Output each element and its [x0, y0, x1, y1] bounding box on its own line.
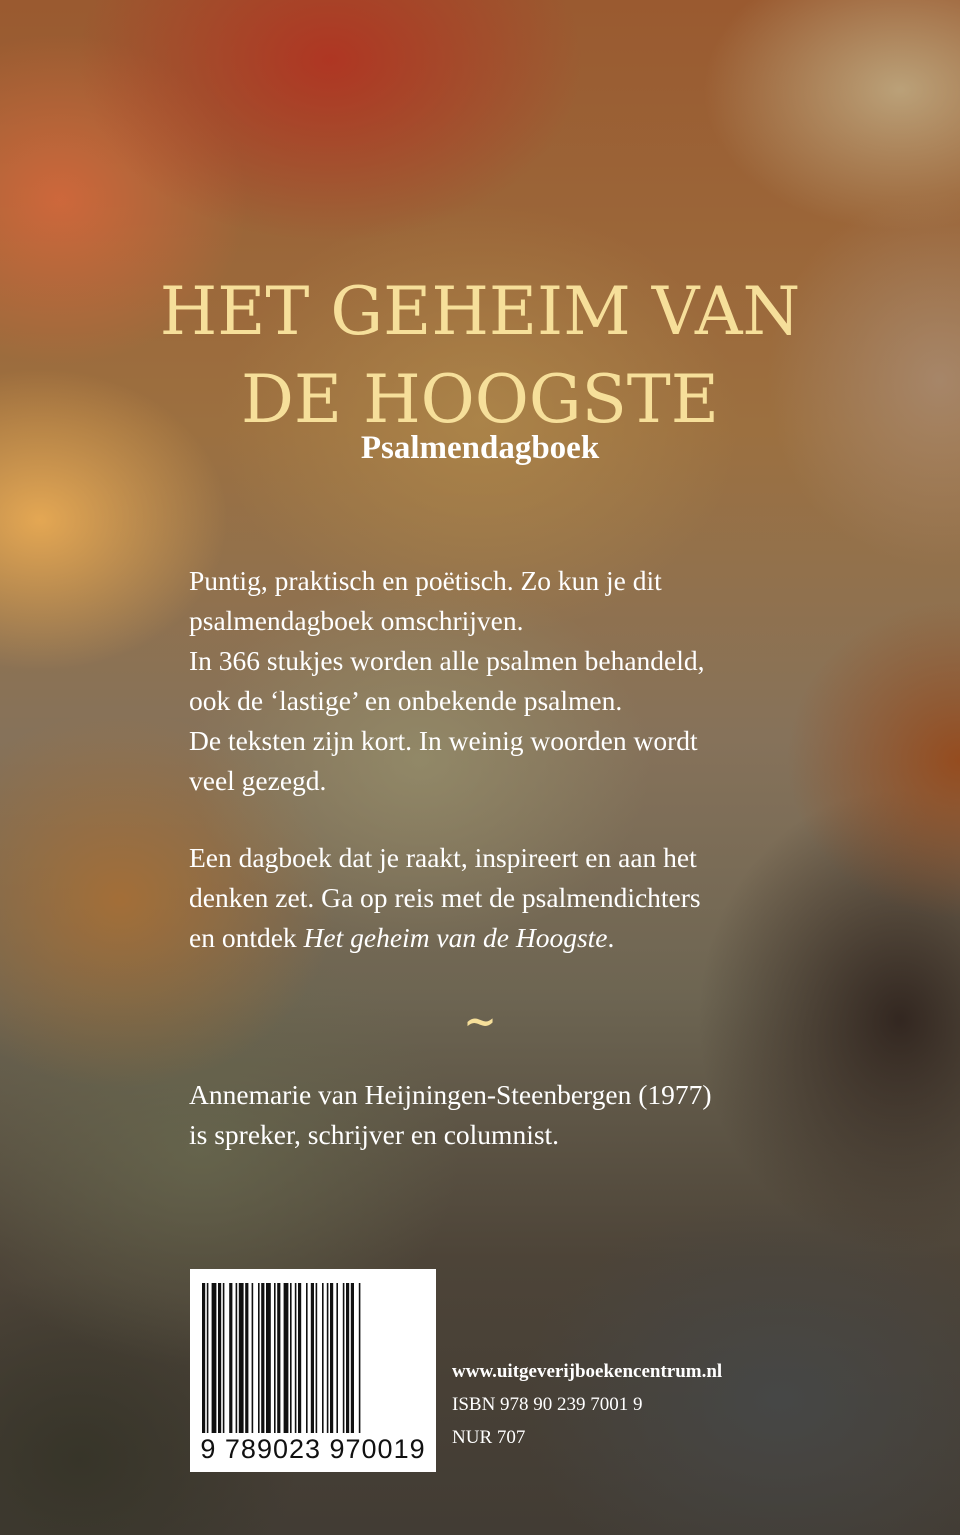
barcode-bar — [229, 1283, 232, 1433]
book-title-line-1: HET GEHEIM VAN — [159, 273, 801, 350]
blurb-line-suffix: . — [607, 922, 615, 953]
blurb-line-prefix: en ontdek — [189, 922, 304, 953]
barcode-bar — [239, 1283, 244, 1433]
barcode-bar — [245, 1283, 248, 1433]
blurb-paragraph-1 — [189, 561, 789, 801]
blurb-paragraph-2 — [189, 838, 789, 958]
barcode-bar — [346, 1283, 349, 1433]
blurb-line: veel gezegd. — [189, 765, 327, 796]
barcode-bar — [351, 1283, 354, 1433]
tilde-separator: ~ — [463, 998, 497, 1045]
barcode-bar — [207, 1283, 209, 1433]
barcode-bar — [295, 1283, 297, 1433]
barcode-bar — [277, 1283, 280, 1433]
barcode-bar — [327, 1283, 329, 1433]
blurb-line: ook de ‘lastige’ en onbekende psalmen. — [189, 685, 623, 716]
isbn-number: ISBN 978 90 239 7001 9 — [452, 1394, 643, 1415]
publisher-info — [452, 1355, 932, 1454]
barcode-bar — [274, 1283, 276, 1433]
nur-code: NUR 707 — [452, 1427, 526, 1448]
barcode-bar — [266, 1283, 271, 1433]
barcode-bar — [298, 1283, 301, 1433]
barcode-bar — [330, 1283, 333, 1433]
blurb-line: De teksten zijn kort. In weinig woorden wordt — [189, 725, 698, 756]
barcode-bar — [202, 1283, 205, 1433]
barcode-bar — [284, 1283, 289, 1433]
blurb-line: Puntig, praktisch en poëtisch. Zo kun je dit — [189, 565, 662, 596]
barcode-bar — [258, 1283, 260, 1433]
barcode-bar — [359, 1283, 361, 1433]
barcode-bar — [261, 1283, 264, 1433]
blurb-line: denken zet. Ga op reis met de psalmendichters — [189, 882, 701, 913]
barcode-bar — [322, 1283, 324, 1433]
blurb-book-title-italic: Het geheim van de Hoogste — [303, 922, 608, 953]
barcode-bar — [218, 1283, 221, 1433]
barcode-bar — [290, 1283, 292, 1433]
blurb-line: psalmendagboek omschrijven. — [189, 605, 524, 636]
barcode-bar — [316, 1283, 318, 1433]
book-subtitle: Psalmendagboek — [360, 430, 600, 466]
book-title — [0, 268, 960, 444]
barcode-digits: 9 789023 970019 — [200, 1434, 426, 1464]
book-title-line-2: DE HOOGSTE — [241, 361, 719, 438]
barcode-bar — [336, 1283, 338, 1433]
barcode-bars — [190, 1269, 436, 1439]
author-bio-line: is spreker, schrijver en columnist. — [189, 1119, 560, 1150]
blurb-line: Een dagboek dat je raakt, inspireert en aan het — [189, 842, 697, 873]
barcode-bar — [306, 1283, 308, 1433]
author-bio — [189, 1075, 809, 1155]
blurb-line: In 366 stukjes worden alle psalmen behandeld, — [189, 645, 705, 676]
barcode-bar — [236, 1283, 238, 1433]
blurb-line — [189, 918, 789, 958]
barcode-bar — [252, 1283, 254, 1433]
barcode-bar — [343, 1283, 345, 1433]
barcode-bar — [223, 1283, 225, 1433]
author-bio-line: Annemarie van Heijningen-Steenbergen (1977) — [189, 1079, 712, 1110]
isbn-barcode — [190, 1269, 436, 1472]
publisher-url[interactable]: www.uitgeverijboekencentrum.nl — [452, 1361, 723, 1382]
barcode-bar — [212, 1283, 217, 1433]
barcode-bar — [311, 1283, 314, 1433]
